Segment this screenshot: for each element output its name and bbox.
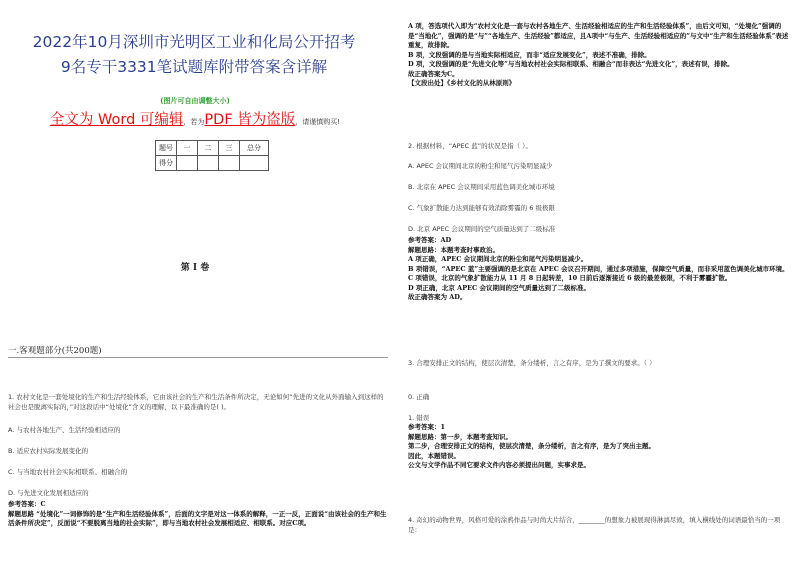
question-2-answer-block [408, 236, 793, 303]
score-table-row [156, 156, 269, 171]
word-editable-text: 全文为 Word 可编辑 [49, 112, 184, 128]
explanation-line: 故正确答案为 AD。 [408, 293, 467, 301]
word-suffix-text: ，请谨慎购买! [295, 118, 341, 126]
question-2-option-a: A. APEC 会议期间北京的粉尘和尾气污染明显减少 [408, 162, 553, 170]
right-column [400, 0, 795, 565]
table-cell: 总分 [240, 141, 269, 156]
explanation-line: 解题思路：本题考查时事政治。 [408, 245, 499, 254]
question-3-option-1: 1. 错误 [408, 414, 430, 422]
question-1-option-a: A. 与农村各地生产、生活经验相适应的 [8, 426, 121, 434]
score-table-row [156, 141, 269, 156]
table-cell: 三 [219, 141, 240, 156]
explanation-line: 【文段出处】《乡村文化的从林原则》 [408, 79, 516, 87]
question-3-option-0: 0. 正确 [408, 393, 430, 401]
section-divider [8, 357, 388, 358]
explanation-line: C 项错误，北京的气象扩散能力从 11 月 8 日起转差，10 日前后逐渐接近 6 级的最差极限，不利于雾霾扩散。 [408, 274, 732, 282]
question-3-stem: 3. 合理安排正文的结构，使层次清楚，条分缕析，言之有序，是为了撰文的要求。（ ） [408, 359, 656, 367]
question-1-option-b: B. 适应农村实际发展变化的 [8, 447, 89, 455]
explanation-line: 第二步，合理安排正文的结构，使层次清楚，条分缕析，言之有序，是为了突出主题。 [408, 442, 655, 450]
table-cell: 得分 [156, 156, 177, 171]
explanation-line: A 项，答选项代入即为“农村文化是一套与农村各地生产、生活经验相适应的生产和生活经验体系”，由后文可知，“处境化”强调的是“当地化”，强调的是“与”“各地生产、生活经验”都适应，且A项中“与生产、生活经验相适应的”与文中“生产和生活经验体系”表述重复，故排除。 [408, 22, 789, 49]
question-2-stem: 2. 根据材料，“APEC 蓝”的状况是指（ ）。 [408, 142, 532, 150]
table-cell: 题号 [156, 141, 177, 156]
explanation-line: B 项错误，“APEC 蓝”主要强调的是北京在 APEC 会议召开期间，通过多项措施，保障空气质量，而非采用蓝色调美化城市环境。 [408, 264, 789, 273]
explanation-line: A 项正确，APEC 会议期间北京的粉尘和尾气污染明显减少。 [408, 255, 588, 263]
explanation-line: 解题思路：第一步，本题考查知识。 [408, 432, 512, 441]
table-cell: 二 [198, 141, 219, 156]
explanation-line: 公文与文学作品不同它要求文件内容必须提出问题，实事求是。 [408, 461, 590, 469]
question-1-stem: 1. 农村文化是一套处境化的生产和生活经验体系，它由该社会的生产和生活条件所决定，无论如何“先进的文化从外面输入到这样的社会也是脱离实际的，”对这段话中“处境化”含义的理解，以下最准确的是( )。 [8, 393, 384, 411]
pdf-piracy-text: PDF 皆为盗版 [204, 112, 296, 128]
document-title [8, 30, 380, 80]
table-cell [198, 156, 219, 171]
volume-heading: 第 I 卷 [180, 263, 210, 273]
explanation-line: D 项，文段强调的是“先进文化等”与当地农村社会实际相联系、相融合“而非表达“先进文化”，表述有误，排除。 [408, 60, 734, 68]
question-1-option-c: C. 与当地农村社会实际相联系、相融合的 [8, 468, 128, 476]
title-line-2: 9名专干3331笔试题库附带答案含详解 [60, 58, 328, 76]
explanation-line: D 项正确，北京 APEC 会议期间的空气质量达到了二级标准。 [408, 283, 590, 292]
table-cell: 一 [177, 141, 198, 156]
question-3-answer: 参考答案：1 [408, 423, 446, 431]
table-cell [219, 156, 240, 171]
question-2-option-b: B. 北京在 APEC 会议期间采用蓝色调美化城市环境 [408, 183, 555, 191]
word-mid-text: ，若为 [183, 118, 205, 126]
question-2-answer: 参考答案：AD [408, 236, 452, 244]
table-cell [177, 156, 198, 171]
question-1-answer: 参考答案：C [8, 500, 46, 508]
section-heading: 一.客观题部分(共200题) [8, 346, 102, 356]
question-2-option-d: D. 北京 APEC 会议期间的空气质量达到了二级标准 [408, 225, 556, 233]
image-note: (图片可自由调整大小) [160, 97, 230, 105]
question-2-option-c: C. 气象扩散能力达到能够有效消除雾霾的 6 级极限 [408, 204, 555, 212]
question-1-explanation: 解题思路 “处境化”一词修饰的是“生产和生活经验体系”，后面的文字是对这一体系的解释，一正一反，正面说“由该社会的生产和生活条件所决定”，反面说“不要脱离当地的社会实际”，即与当地农村社会发展相适应、相联系。对应C项。 [8, 510, 387, 527]
title-line-1: 2022年10月深圳市光明区工业和化局公开招考 [32, 33, 356, 51]
explanation-line: 故正确答案为C。 [408, 69, 459, 78]
explanation-line: 因此，本题错误。 [408, 451, 460, 460]
explanation-line: B 项，文段强调的是与当地实际相适应，而非“适应发展变化”，表述不准确，排除。 [408, 50, 651, 59]
question-1-option-d: D. 与先进文化发展相适应的 [8, 489, 89, 497]
score-table [155, 140, 269, 171]
question-3-answer-block [408, 423, 793, 471]
word-notice [0, 108, 390, 129]
question-4-stem: 4. 奇幻的动物世界，风格可爱的涂鸦作品与时尚大片结合，________的想象力被展现得淋漓尽致，填入横线处的词语最恰当的一项是： [408, 516, 781, 534]
left-column [0, 0, 390, 565]
question-1-explanation-continued [408, 22, 793, 89]
table-cell [240, 156, 269, 171]
